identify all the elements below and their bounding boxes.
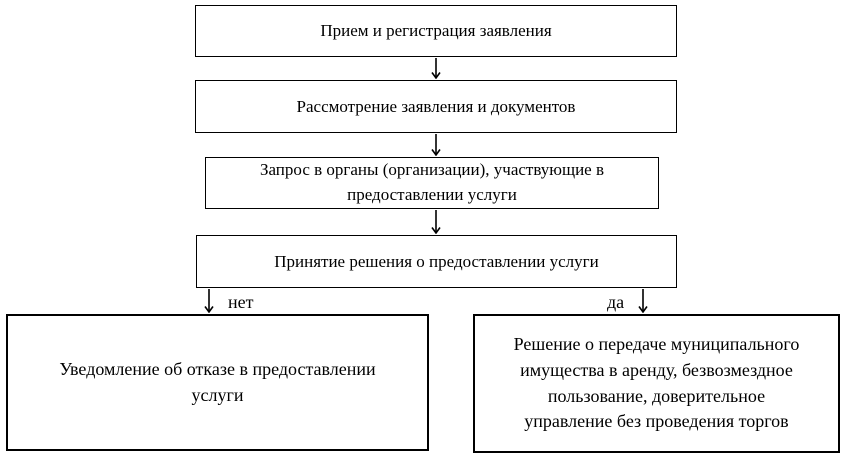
flow-box-review-label: Рассмотрение заявления и документов xyxy=(296,96,576,116)
flow-box-transfer-decision xyxy=(473,314,840,453)
flow-box-transfer-label-line: пользование, доверительное xyxy=(547,385,766,406)
arrow-down-icon xyxy=(429,210,443,234)
flow-box-refusal-label-line: услуги xyxy=(191,384,244,405)
flow-box-review xyxy=(195,80,677,133)
flow-box-request-label-line: предоставлении услуги xyxy=(347,185,517,204)
arrow-down-yes-icon xyxy=(636,289,650,313)
flow-box-transfer-label-line: Решение о передаче муниципального xyxy=(513,334,800,355)
arrow-down-no-icon xyxy=(202,289,216,313)
flow-box-reception-label: Прием и регистрация заявления xyxy=(320,21,552,41)
arrow-down-icon xyxy=(429,134,443,156)
branch-label-no: нет xyxy=(228,292,254,312)
flow-box-transfer-label-line: управление без проведения торгов xyxy=(524,411,789,432)
flow-box-decision-label: Принятие решения о предоставлении услуги xyxy=(274,251,599,271)
flow-box-reception xyxy=(195,5,677,57)
branch-label-yes: да xyxy=(607,292,625,312)
flow-box-refusal-label-line: Уведомление об отказе в предоставлении xyxy=(59,358,376,379)
flow-box-request-label-line: Запрос в органы (организации), участвующие в xyxy=(259,160,605,180)
arrow-down-icon xyxy=(429,58,443,79)
flow-box-transfer-label-line: имущества в аренду, безвозмездное xyxy=(520,359,793,380)
flow-box-decision xyxy=(196,235,677,288)
flow-box-request xyxy=(205,157,659,209)
flow-box-refusal-notice xyxy=(6,314,429,451)
